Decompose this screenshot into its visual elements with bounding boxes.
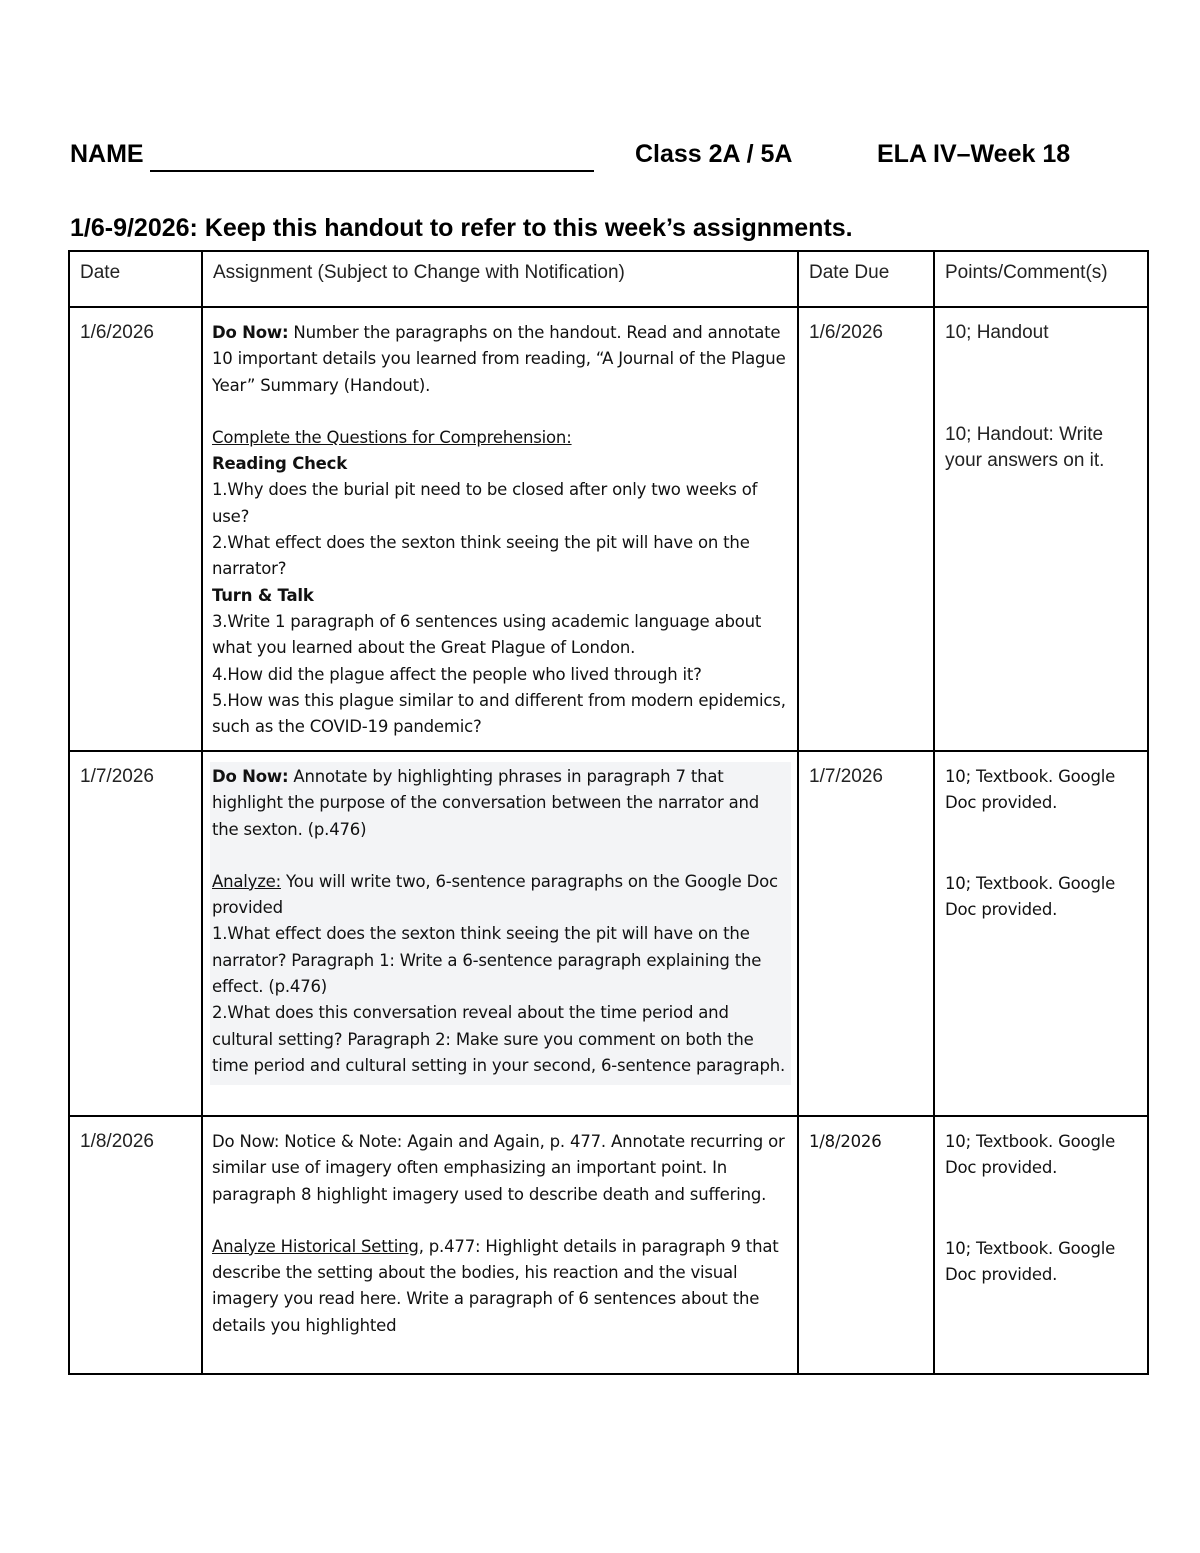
do-now-text: Annotate by highlighting phrases in paragraph 7 that highlight the purpose of the conversation between the narrator and the sexton. (p.476) <box>212 767 760 839</box>
table-row <box>69 751 1148 1116</box>
question: 5.How was this plague similar to and different from modern epidemics, such as the COVID-19 pandemic? <box>212 690 786 737</box>
reading-check-heading: Reading Check <box>212 454 347 474</box>
analyze-label: Analyze Historical Setting <box>212 1236 419 1256</box>
row-date-due: 1/6/2026 <box>798 307 934 751</box>
question: 2.What does this conversation reveal about the time period and cultural setting? Paragraph 2: Make sure you comment on both the time period and cultural setting in your second, 6-sentence paragraph. <box>212 1003 786 1075</box>
assignments-table <box>68 250 1149 1375</box>
question: 3.Write 1 paragraph of 6 sentences using academic language about what you learned about the Great Plague of London. <box>212 611 762 658</box>
table-row <box>69 307 1148 751</box>
points-comment: 10; Textbook. Google Doc provided. <box>945 767 1116 813</box>
row-date-due: 1/7/2026 <box>798 751 934 1116</box>
column-header-date-due: Date Due <box>798 251 934 307</box>
name-label: NAME <box>70 140 144 168</box>
analyze <box>212 1234 789 1339</box>
row-date: 1/7/2026 <box>69 751 202 1116</box>
question: 4.How did the plague affect the people who lived through it? <box>212 664 702 684</box>
row-date-due: 1/8/2026 <box>798 1116 934 1374</box>
question: 2.What effect does the sexton think seeing the pit will have on the narrator? <box>212 533 750 579</box>
points-comment: 10; Textbook. Google Doc provided. <box>945 873 1116 919</box>
handout-subtitle: 1/6-9/2026: Keep this handout to refer to this week’s assignments. <box>70 214 853 242</box>
question: 1.What effect does the sexton think seeing the pit will have on the narrator? Paragraph 1: Write a 6-sentence paragraph explaining the effect. (p.476) <box>212 924 762 997</box>
column-header-assignment: Assignment (Subject to Change with Notification) <box>202 251 798 307</box>
analyze-text: You will write two, 6-sentence paragraphs on the Google Doc provided <box>212 871 778 918</box>
row-points <box>934 751 1148 1116</box>
do-now-label: Do Now: <box>212 767 289 786</box>
column-header-date: Date <box>69 251 202 307</box>
table-row <box>69 1116 1148 1374</box>
analyze-text: , p.477: Highlight details in paragraph 9 that describe the setting about the bodies, his reaction and the visual imagery you read here. Write a paragraph of 6 sentences about the details you highlighted <box>212 1236 779 1335</box>
section-heading: Complete the Questions for Comprehension: <box>212 427 572 447</box>
row-points <box>934 307 1148 751</box>
row-date: 1/6/2026 <box>69 307 202 751</box>
do-now <box>212 320 789 399</box>
row-assignment <box>202 751 798 1116</box>
table-header-row <box>69 251 1148 307</box>
header <box>70 140 1150 176</box>
row-points <box>934 1116 1148 1374</box>
analyze <box>212 869 789 922</box>
analyze-label: Analyze: <box>212 871 281 891</box>
points-comment: 10; Textbook. Google Doc provided. <box>945 1238 1116 1284</box>
week-label: ELA IV–Week 18 <box>877 140 1071 168</box>
class-label: Class 2A / 5A <box>635 140 793 168</box>
question: 1.Why does the burial pit need to be closed after only two weeks of use? <box>212 480 758 526</box>
do-now <box>212 764 789 843</box>
do-now-text: Number the paragraphs on the handout. Read and annotate 10 important details you learned from reading, “A Journal of the Plague Year” Summary (Handout). <box>212 323 786 395</box>
points-comment: 10; Handout <box>945 322 1049 343</box>
points-comment: 10; Textbook. Google Doc provided. <box>945 1132 1116 1178</box>
name-blank-line <box>150 170 594 172</box>
turn-talk-heading: Turn & Talk <box>212 585 314 605</box>
row-assignment <box>202 307 798 751</box>
row-assignment <box>202 1116 798 1374</box>
column-header-points: Points/Comment(s) <box>934 251 1148 307</box>
points-comment: 10; Handout: Write your answers on it. <box>945 424 1105 471</box>
row-date: 1/8/2026 <box>69 1116 202 1374</box>
do-now-label: Do Now: <box>212 323 289 342</box>
do-now: Do Now: Notice & Note: Again and Again, p. 477. Annotate recurring or similar use of imagery often emphasizing an important point. In paragraph 8 highlight imagery used to describe death and suffering. <box>212 1132 785 1204</box>
